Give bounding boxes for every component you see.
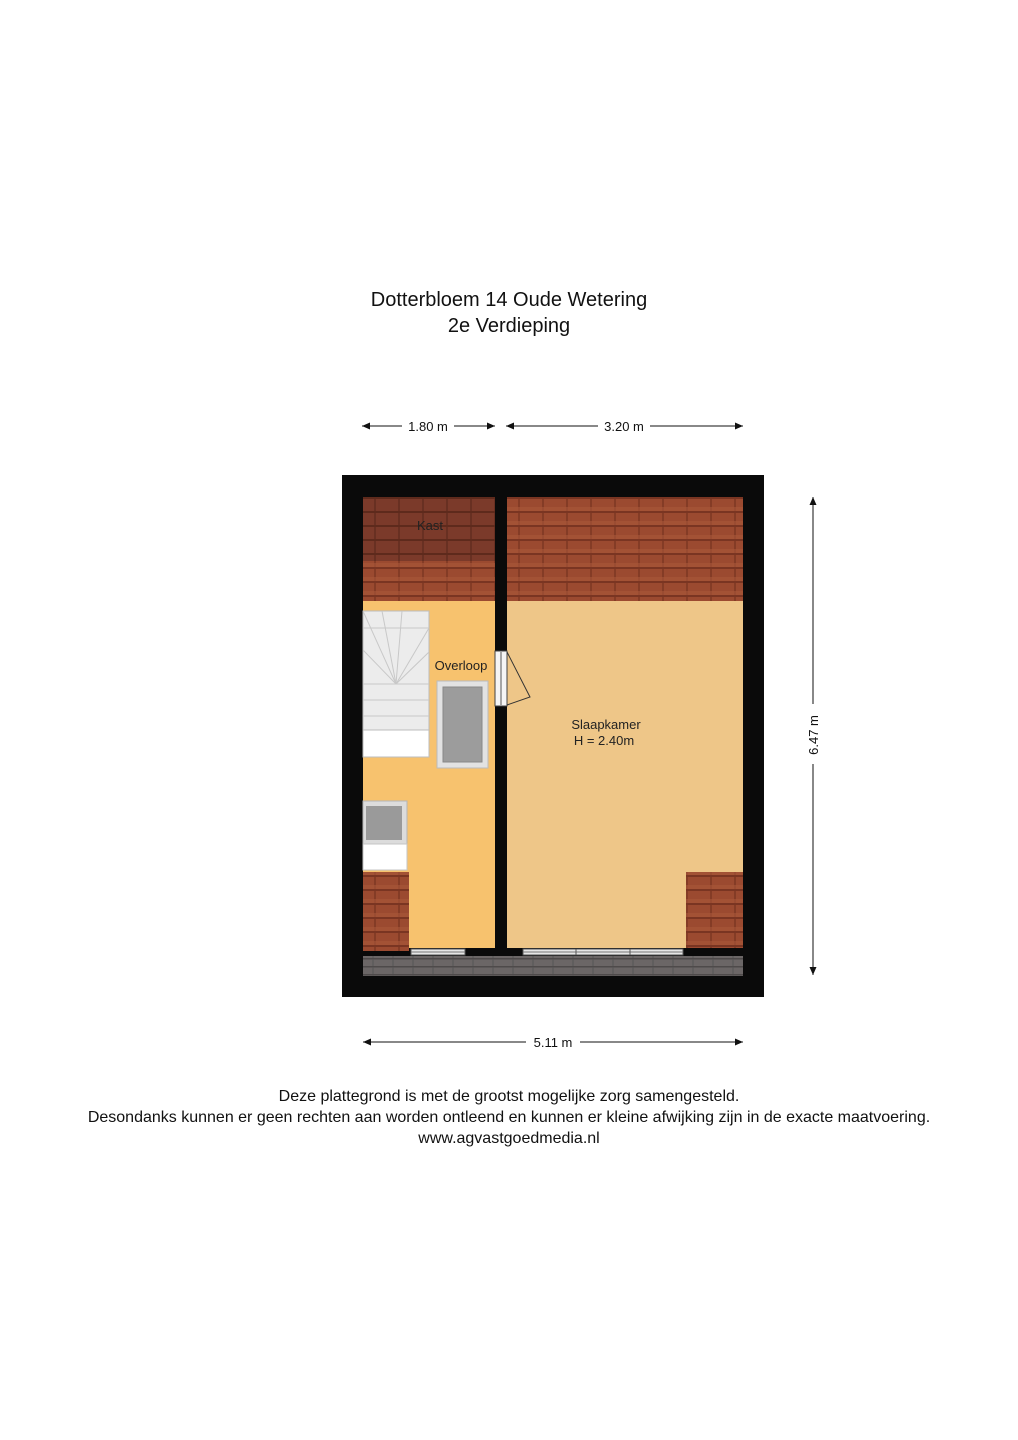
slaapkamer-label: Slaapkamer [571, 717, 641, 732]
eave-strip [363, 956, 743, 976]
website-link[interactable]: www.agvastgoedmedia.nl [418, 1130, 600, 1147]
kast-label: Kast [416, 518, 444, 533]
dimension-top-left [362, 419, 495, 434]
dimension-top-right [506, 419, 743, 434]
disclaimer-line-1: Deze plattegrond is met de grootst mogelijke zorg samengesteld. [278, 1088, 740, 1105]
dimension-right [806, 497, 821, 975]
window-left [411, 949, 465, 955]
interior-wall [495, 497, 507, 951]
overloop-label: Overloop [434, 658, 488, 673]
disclaimer-line-2: Desondanks kunnen er geen rechten aan worden ontleend en kunnen er kleine afwijking zijn in de exacte maatvoering. [87, 1109, 931, 1126]
roof-tiles-bottom-right [686, 872, 743, 951]
stairwell-void [437, 681, 488, 768]
window-right [523, 949, 683, 955]
floor-name: 2e Verdieping [447, 315, 571, 337]
roof-tiles-bottom-left [363, 872, 409, 951]
plan-title: Dotterbloem 14 Oude Wetering [370, 289, 648, 311]
dimension-bottom [363, 1035, 743, 1050]
cabinet [363, 801, 407, 870]
dimension-right-label: 6.47 m [806, 715, 821, 755]
slaapkamer-height: H = 2.40m [573, 733, 635, 748]
dimension-top-left-label: 1.80 m [408, 419, 448, 434]
dimension-top-right-label: 3.20 m [604, 419, 644, 434]
dimension-bottom-label: 5.11 m [533, 1035, 573, 1050]
staircase [363, 611, 429, 757]
